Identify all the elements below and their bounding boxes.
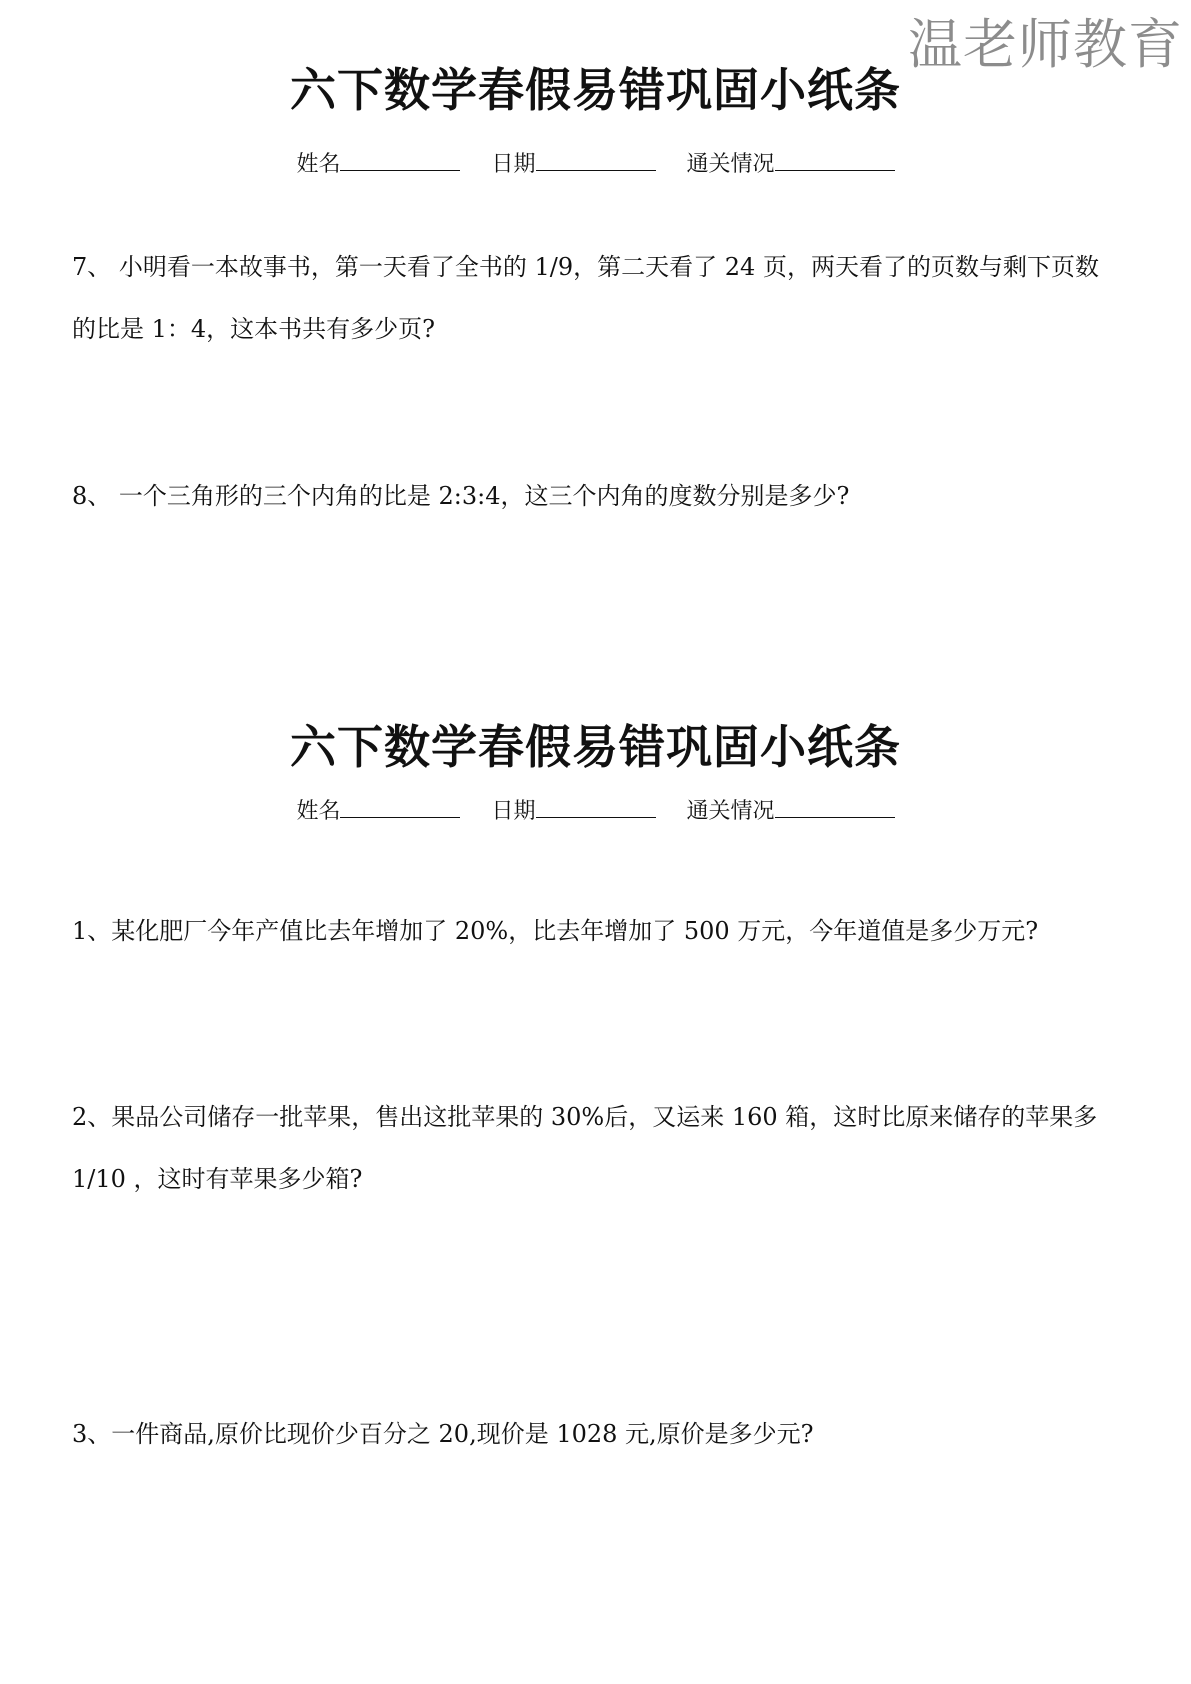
status-blank[interactable]: [775, 152, 895, 171]
name-blank[interactable]: [340, 799, 460, 818]
student-info-row: [0, 150, 1191, 180]
status-blank[interactable]: [775, 799, 895, 818]
date-field: [491, 150, 655, 180]
worksheet-title: 六下数学春假易错巩固小纸条: [290, 720, 901, 774]
status-label: 通关情况: [686, 152, 775, 177]
status-field: [687, 150, 895, 180]
date-label: 日期: [491, 152, 536, 177]
question-8: 8、 一个三角形的三个内角的比是 2:3:4，这三个内角的度数分别是多少?: [72, 482, 850, 510]
question-7: 7、 小明看一本故事书，第一天看了全书的 1/9，第二天看了 24 页，两天看了的页数与剩下页数的比是 1：4，这本书共有多少页?: [72, 253, 1099, 343]
date-field: [491, 797, 655, 827]
worksheet-title: 六下数学春假易错巩固小纸条: [290, 63, 901, 117]
status-label: 通关情况: [686, 799, 775, 824]
question-2: 2、果品公司储存一批苹果，售出这批苹果的 30%后，又运来 160 箱，这时比原来储存的苹果多 1/10 ，这时有苹果多少箱?: [72, 1103, 1098, 1193]
question-3: 3、一件商品,原价比现价少百分之 20,现价是 1028 元,原价是多少元?: [72, 1420, 814, 1448]
name-label: 姓名: [296, 152, 341, 177]
student-info-row: [0, 797, 1191, 827]
name-label: 姓名: [296, 799, 341, 824]
name-field: [296, 797, 460, 827]
date-label: 日期: [491, 799, 536, 824]
name-blank[interactable]: [340, 152, 460, 171]
status-field: [687, 797, 895, 827]
worksheet-2: [0, 715, 1191, 827]
date-blank[interactable]: [536, 799, 656, 818]
worksheet-1: [0, 58, 1191, 180]
question-1: 1、某化肥厂今年产值比去年增加了 20%，比去年增加了 500 万元，今年道值是多少万元?: [72, 917, 1039, 945]
date-blank[interactable]: [536, 152, 656, 171]
watermark: 温老师教育: [908, 13, 1183, 76]
name-field: [296, 150, 460, 180]
